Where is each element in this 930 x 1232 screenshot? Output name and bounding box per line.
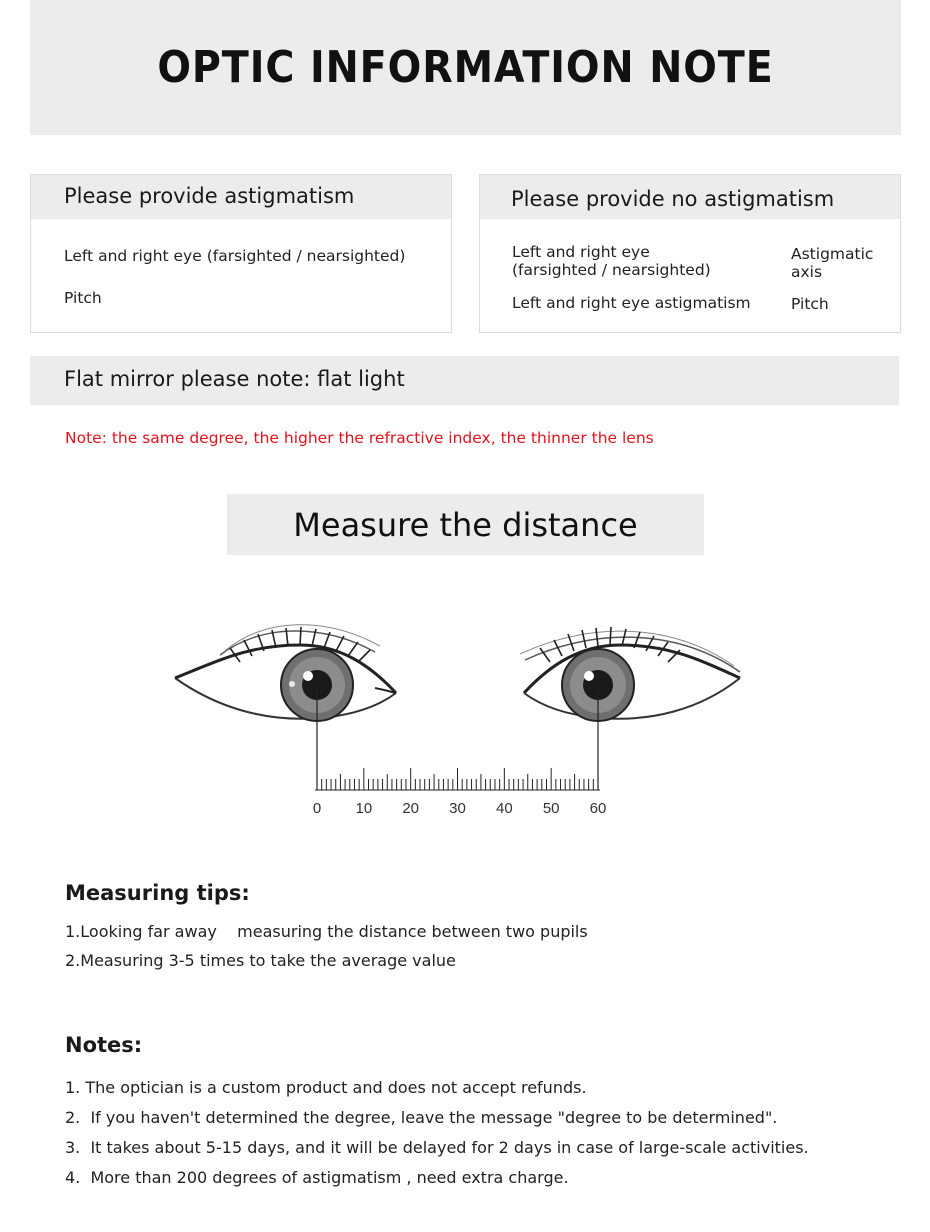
ruler-label: 30 xyxy=(449,800,466,817)
header-banner xyxy=(30,0,901,135)
ruler-label: 0 xyxy=(312,800,322,817)
astigmatism-pitch-label: Pitch xyxy=(64,289,102,307)
measuring-tips-title: Measuring tips: xyxy=(65,881,250,905)
note-item-2: 2. If you haven't determined the degree, leave the message "degree to be determined". xyxy=(65,1108,778,1127)
astigmatic-axis-label xyxy=(791,245,873,281)
no-astigmatism-eye-label-line1: Left and right eye xyxy=(512,243,650,261)
astigmatism-eye-label: Left and right eye astigmatism xyxy=(512,294,751,312)
no-astigmatism-card-header xyxy=(480,175,900,219)
astigmatism-card-title: Please provide astigmatism xyxy=(64,184,355,208)
astigmatism-card-header xyxy=(31,175,451,219)
ruler-label: 60 xyxy=(589,800,607,817)
no-astigmatism-card xyxy=(479,174,901,333)
left-eye-icon xyxy=(175,625,396,721)
ruler-ticks xyxy=(317,768,598,790)
refractive-index-note: Note: the same degree, the higher the refractive index, the thinner the lens xyxy=(65,429,654,447)
ruler-label: 20 xyxy=(402,800,420,817)
astigmatic-axis-label-line1: Astigmatic xyxy=(791,245,874,263)
flat-mirror-banner xyxy=(30,356,899,405)
measure-banner xyxy=(227,494,704,555)
notes-title: Notes: xyxy=(65,1033,143,1057)
no-astigmatism-pitch-label: Pitch xyxy=(791,295,829,313)
right-eye-icon xyxy=(520,627,740,721)
page-title: OPTIC INFORMATION NOTE xyxy=(157,42,774,93)
flat-mirror-title: Flat mirror please note: flat light xyxy=(64,367,405,391)
no-astigmatism-eye-label xyxy=(512,243,711,279)
note-item-3: 3. It takes about 5-15 days, and it will be delayed for 2 days in case of large-scale activities. xyxy=(65,1138,809,1157)
astigmatism-eye-label: Left and right eye (farsighted / nearsighted) xyxy=(64,247,406,265)
no-astigmatism-card-title: Please provide no astigmatism xyxy=(511,187,835,211)
ruler-label: 10 xyxy=(355,800,373,817)
astigmatic-axis-label-line2: axis xyxy=(791,263,823,281)
note-item-1: 1. The optician is a custom product and does not accept refunds. xyxy=(65,1078,587,1097)
ruler-labels xyxy=(313,800,607,817)
ruler-label: 50 xyxy=(542,800,560,817)
measuring-tip-1: 1.Looking far away measuring the distance between two pupils xyxy=(65,922,588,941)
note-item-4: 4. More than 200 degrees of astigmatism , need extra charge. xyxy=(65,1168,569,1187)
ruler-label: 40 xyxy=(495,800,513,817)
measuring-tip-2: 2.Measuring 3-5 times to take the average value xyxy=(65,951,456,970)
astigmatism-card xyxy=(30,174,452,333)
no-astigmatism-eye-label-line2: (farsighted / nearsighted) xyxy=(512,261,711,279)
measure-title: Measure the distance xyxy=(293,506,638,544)
pupil-distance-illustration xyxy=(160,600,760,830)
